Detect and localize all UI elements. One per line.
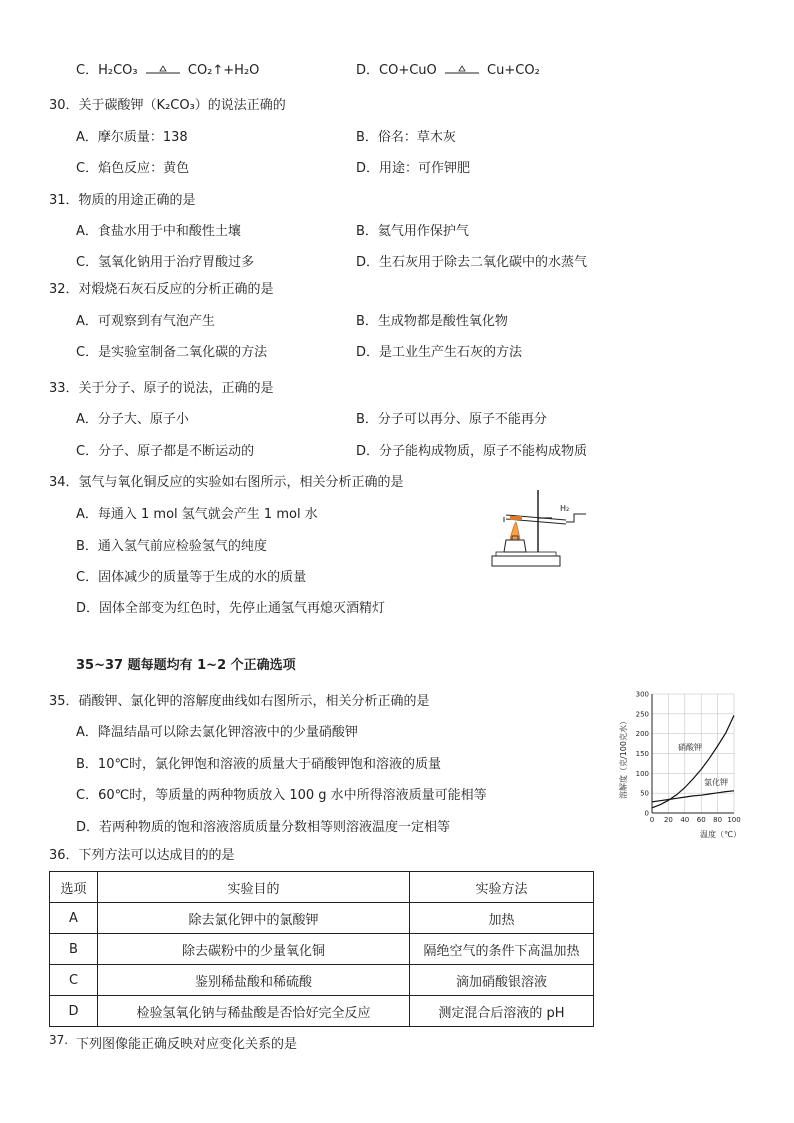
q37-number: 37.	[49, 1033, 69, 1047]
q30-option-c: C．焰色反应：黄色	[76, 161, 190, 176]
q30-stem: 30．关于碳酸钾（K₂CO₃）的说法正确的	[49, 98, 286, 113]
q35-option-d: D．若两种物质的饱和溶液溶质质量分数相等则溶液温度一定相等	[76, 820, 451, 835]
table-cell: 检验氢氧化钠与稀盐酸是否恰好完全反应	[98, 996, 410, 1027]
y-tick-label: 250	[635, 710, 649, 719]
option-c-product: CO₂↑+H₂O	[187, 63, 260, 78]
x-tick-label: 20	[663, 816, 673, 824]
chart-ticks	[636, 691, 741, 825]
table-cell: 加热	[410, 903, 594, 934]
series-label-kno3: 硝酸钾	[678, 743, 702, 752]
q32-option-a: A．可观察到有气泡产生	[76, 314, 215, 329]
table-header-row	[50, 872, 594, 903]
q34-option-d: D．固体全部变为红色时，先停止通氢气再熄灭酒精灯	[76, 601, 386, 616]
y-tick-label: 50	[640, 789, 649, 798]
option-d-reaction	[356, 59, 540, 78]
q33-option-b: B．分子可以再分、原子不能再分	[356, 412, 547, 427]
table-cell: C	[50, 965, 98, 996]
q34-option-a: A．每通入 1 mol 氢气就会产生 1 mol 水	[76, 507, 318, 522]
q35-stem: 35．硝酸钾、氯化钾的溶解度曲线如右图所示，相关分析正确的是	[49, 694, 430, 709]
q31-option-b: B．氦气用作保护气	[356, 224, 469, 239]
x-tick-label: 60	[696, 816, 706, 824]
option-c-label: C．H₂CO₃	[76, 63, 138, 78]
table-row	[50, 934, 594, 965]
y-tick-label: 0	[644, 809, 649, 818]
table-row	[50, 903, 594, 934]
table-cell: 测定混合后溶液的 pH	[410, 996, 594, 1027]
q36-options-table	[49, 871, 594, 1027]
q32-stem: 32．对煅烧石灰石反应的分析正确的是	[49, 282, 274, 297]
series-line-kcl	[652, 791, 734, 802]
heat-arrow-icon	[445, 64, 479, 78]
table-header-cell: 选项	[50, 872, 98, 903]
q30-option-b: B．俗名：草木灰	[356, 130, 456, 145]
q36-stem: 36．下列方法可以达成目的的是	[49, 848, 235, 863]
q34-option-b: B．通入氢气前应检验氢气的纯度	[76, 539, 267, 554]
option-d-product: Cu+CO₂	[487, 63, 540, 78]
q31-option-a: A．食盐水用于中和酸性土壤	[76, 224, 241, 239]
q34-option-c: C．固体减少的质量等于生成的水的质量	[76, 570, 307, 585]
table-cell: A	[50, 903, 98, 934]
q32-option-d: D．是工业生产生石灰的方法	[356, 345, 523, 360]
x-tick-label: 0	[649, 816, 655, 824]
chart-y-axis-label: 溶解度（克/100克水）	[619, 717, 628, 799]
table-cell: 鉴别稀盐酸和稀硫酸	[98, 965, 410, 996]
q32-option-c: C．是实验室制备二氧化碳的方法	[76, 345, 268, 360]
q33-option-c: C．分子、原子都是不断运动的	[76, 444, 255, 459]
h2-label: H₂	[560, 504, 570, 513]
solubility-curve-chart	[612, 684, 752, 844]
q35-option-b: B．10℃时，氯化钾饱和溶液的质量大于硝酸钾饱和溶液的质量	[76, 757, 442, 772]
q31-option-d: D．生石灰用于除去二氧化碳中的水蒸气	[356, 255, 588, 270]
q30-option-d: D．用途：可作钾肥	[356, 161, 471, 176]
heat-arrow-icon	[146, 64, 180, 78]
x-tick-label: 100	[727, 816, 741, 824]
q32-option-b: B．生成物都是酸性氧化物	[356, 314, 508, 329]
table-row	[50, 965, 594, 996]
table-cell: 除去碳粉中的少量氧化铜	[98, 934, 410, 965]
hydrogen-reduction-apparatus-figure	[486, 484, 588, 570]
table-row	[50, 996, 594, 1027]
q33-option-d: D．分子能构成物质，原子不能构成物质	[356, 444, 588, 459]
q30-option-a: A．摩尔质量：138	[76, 130, 188, 145]
table-header-cell: 实验目的	[98, 872, 410, 903]
series-label-kcl: 氯化钾	[704, 778, 728, 787]
table-cell: 除去氯化钾中的氯酸钾	[98, 903, 410, 934]
section-note: 35~37 题每题均有 1~2 个正确选项	[76, 658, 296, 673]
q31-stem: 31．物质的用途正确的是	[49, 193, 196, 208]
series-line-kno3	[652, 715, 734, 807]
table-cell: D	[50, 996, 98, 1027]
table-cell: 滴加硝酸银溶液	[410, 965, 594, 996]
option-d-label: D．CO+CuO	[356, 63, 437, 78]
y-tick-label: 100	[635, 769, 649, 778]
q35-option-c: C．60℃时，等质量的两种物质放入 100 g 水中所得溶液质量可能相等	[76, 788, 487, 803]
q35-option-a: A．降温结晶可以除去氯化钾溶液中的少量硝酸钾	[76, 725, 358, 740]
y-tick-label: 200	[635, 730, 649, 739]
table-header-cell: 实验方法	[410, 872, 594, 903]
y-tick-label: 150	[635, 750, 649, 758]
x-tick-label: 40	[680, 816, 690, 824]
table-cell: B	[50, 934, 98, 965]
q34-stem: 34．氢气与氧化铜反应的实验如右图所示，相关分析正确的是	[49, 475, 404, 490]
table-cell: 隔绝空气的条件下高温加热	[410, 934, 594, 965]
option-c-reaction	[76, 59, 259, 78]
y-tick-label: 300	[635, 690, 649, 699]
chart-x-axis-label: 温度（℃）	[700, 830, 741, 839]
chart-series	[652, 715, 734, 807]
q37-stem: 下列图像能正确反映对应变化关系的是	[76, 1037, 298, 1052]
chart-grid	[652, 694, 734, 813]
q33-stem: 33．关于分子、原子的说法，正确的是	[49, 381, 274, 396]
x-tick-label: 80	[713, 816, 723, 824]
q33-option-a: A．分子大、原子小	[76, 412, 189, 427]
q31-option-c: C．氢氧化钠用于治疗胃酸过多	[76, 255, 255, 270]
